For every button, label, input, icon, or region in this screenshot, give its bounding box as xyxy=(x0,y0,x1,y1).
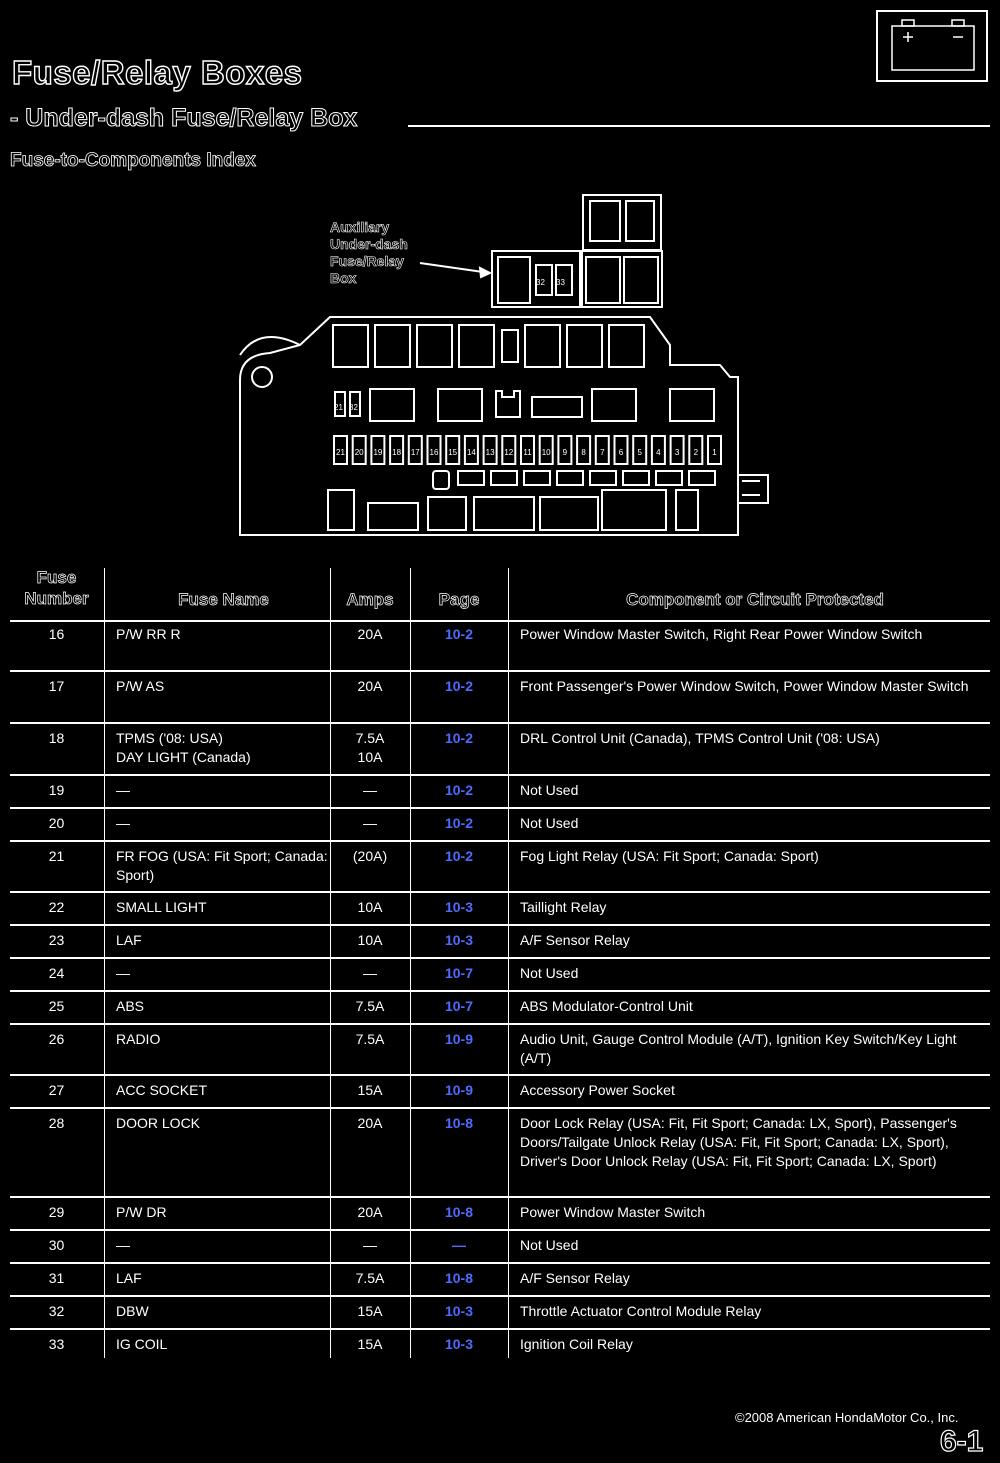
fuse-name-cell: ABS xyxy=(116,998,145,1014)
fuse-number-label: 14 xyxy=(466,448,476,457)
diode-slot xyxy=(590,471,616,485)
amps-cell: 20A xyxy=(357,678,383,694)
page-link[interactable]: 10-2 xyxy=(444,730,474,746)
component-cell: Power Window Master Switch xyxy=(520,1204,706,1220)
amps-cell: 10A xyxy=(357,932,383,948)
page-link[interactable]: 10-2 xyxy=(444,782,474,798)
page-link[interactable]: 10-2 xyxy=(444,626,474,642)
fuse-number-cell: 29 xyxy=(48,1204,65,1220)
index-title: Fuse-to-Components Index xyxy=(10,150,256,171)
header-fuse-name: Fuse Name xyxy=(178,590,269,609)
amps-cell: 7.5A xyxy=(355,1270,385,1286)
fuse-number-label: 21 xyxy=(336,448,345,457)
fuse-number-label: 13 xyxy=(485,448,495,457)
fuse-number-label: 3 xyxy=(674,448,680,457)
fuse-number-label: 11 xyxy=(523,448,532,457)
component-cell: A/F Sensor Relay xyxy=(520,932,630,948)
page-link[interactable]: 10-9 xyxy=(444,1082,474,1098)
row-divider xyxy=(10,807,990,809)
component-cell: A/F Sensor Relay xyxy=(520,1270,630,1286)
aux-fuse-label: 33 xyxy=(556,278,565,287)
page-link[interactable]: — xyxy=(452,1237,466,1253)
row-divider xyxy=(10,1023,990,1025)
diode-slot xyxy=(458,471,484,485)
component-cell: Front Passenger's Power Window Switch, Power Window Master Switch xyxy=(520,678,969,694)
fuse-number-cell: 33 xyxy=(48,1336,65,1352)
amps-cell: 7.5A xyxy=(355,998,385,1014)
fuse-number-cell: 26 xyxy=(48,1031,65,1047)
fuse-number-label: 4 xyxy=(656,448,661,457)
row-divider xyxy=(10,1328,990,1330)
fuse-number-label: 19 xyxy=(373,448,383,457)
component-cell: Not Used xyxy=(520,1237,579,1253)
fuse-name-cell: — xyxy=(116,815,130,831)
fuse-number-cell: 30 xyxy=(48,1237,65,1253)
page-link[interactable]: 10-8 xyxy=(444,1204,474,1220)
fuse-number-cell: 22 xyxy=(48,899,65,915)
fuse-name-cell: P/W RR R xyxy=(116,626,181,642)
diode-slot xyxy=(689,471,715,485)
header-amps: Amps xyxy=(346,590,394,609)
component-cell: DRL Control Unit (Canada), TPMS Control Unit ('08: USA) xyxy=(520,730,880,746)
amps-cell: 15A xyxy=(357,1303,383,1319)
component-cell: Accessory Power Socket xyxy=(520,1082,675,1098)
page-link[interactable]: 10-2 xyxy=(444,815,474,831)
amps-cell: 7.5A 10A xyxy=(355,730,385,765)
page-link[interactable]: 10-3 xyxy=(444,899,474,915)
fuse-number-cell: 28 xyxy=(48,1115,65,1131)
section-subtitle: - Under-dash Fuse/Relay Box xyxy=(10,104,358,132)
page-link[interactable]: 10-7 xyxy=(444,965,474,981)
fuse-number-label: 16 xyxy=(429,448,439,457)
page-link[interactable]: 10-2 xyxy=(444,848,474,864)
fuse-number-cell: 24 xyxy=(48,965,65,981)
fuse-name-cell: DBW xyxy=(116,1303,149,1319)
fuse-number-label: 18 xyxy=(392,448,402,457)
component-cell: Throttle Actuator Control Module Relay xyxy=(520,1303,762,1319)
diode-slot xyxy=(524,471,550,485)
component-cell: ABS Modulator-Control Unit xyxy=(520,998,693,1014)
fuse-number-label: 6 xyxy=(618,448,624,457)
component-cell: Ignition Coil Relay xyxy=(520,1336,633,1352)
page-title: Fuse/Relay Boxes xyxy=(12,54,303,91)
fuse-number-cell: 32 xyxy=(48,1303,65,1319)
fuse-number-cell: 18 xyxy=(48,730,65,746)
row-divider xyxy=(10,1262,990,1264)
component-cell: Door Lock Relay (USA: Fit, Fit Sport; Canada: LX, Sport), Passenger's Doors/Tailgate Unlock Relay (USA: Fit, Fit Sport; Canada: LX, Sport), Driver's Door Unlock Relay (USA: Fit, Fit Sport; Canada: LX, Sport) xyxy=(520,1115,957,1169)
amps-cell: 20A xyxy=(357,1204,383,1220)
fuse-number-label: 5 xyxy=(637,448,642,457)
amps-cell: 7.5A xyxy=(355,1031,385,1047)
page-link[interactable]: 10-8 xyxy=(444,1270,474,1286)
fuse-name-cell: SMALL LIGHT xyxy=(116,899,207,915)
fuse-name-cell: LAF xyxy=(116,932,142,948)
fuse-number-cell: 23 xyxy=(48,932,65,948)
diode-slot xyxy=(491,471,517,485)
fuse-name-cell: P/W DR xyxy=(116,1204,167,1220)
fuse-name-cell: DOOR LOCK xyxy=(116,1115,201,1131)
fuse-number-cell: 27 xyxy=(48,1082,65,1098)
row-divider xyxy=(10,620,990,622)
fuse-number-label: 9 xyxy=(562,448,568,457)
side-fuse-label: 21 xyxy=(334,403,343,412)
fuse-name-cell: IG COIL xyxy=(116,1336,168,1352)
fuse-name-cell: P/W AS xyxy=(116,678,165,694)
page-link[interactable]: 10-9 xyxy=(444,1031,474,1047)
table-header xyxy=(10,565,990,619)
row-divider xyxy=(10,774,990,776)
fuse-number-label: 1 xyxy=(712,448,717,457)
row-divider xyxy=(10,891,990,893)
row-divider xyxy=(10,840,990,842)
amps-cell: 10A xyxy=(357,899,383,915)
amps-cell: 20A xyxy=(357,626,383,642)
fuse-number-cell: 20 xyxy=(48,815,65,831)
header-page: Page xyxy=(438,590,480,609)
fuse-number-cell: 19 xyxy=(48,782,65,798)
row-divider xyxy=(10,924,990,926)
amps-cell: 15A xyxy=(357,1336,383,1352)
amps-cell: (20A) xyxy=(352,848,388,864)
diode-slot xyxy=(557,471,583,485)
row-divider xyxy=(10,1295,990,1297)
fuse-number-label: 7 xyxy=(600,448,605,457)
aux-box-callout: Auxiliary Under-dash Fuse/Relay Box xyxy=(330,219,408,286)
aux-fuse-label: 32 xyxy=(536,278,545,287)
fuse-number-label: 8 xyxy=(581,448,586,457)
amps-cell: — xyxy=(363,815,377,831)
page-link[interactable]: 10-3 xyxy=(444,932,474,948)
diode-slot xyxy=(623,471,649,485)
amps-cell: 20A xyxy=(357,1115,383,1131)
fuse-name-cell: — xyxy=(116,965,130,981)
row-divider xyxy=(10,1229,990,1231)
amps-cell: 15A xyxy=(357,1082,383,1098)
fuse-name-cell: RADIO xyxy=(116,1031,161,1047)
fuse-box-diagram xyxy=(230,185,790,555)
fuse-number-label: 12 xyxy=(504,448,514,457)
battery-section-icon xyxy=(876,10,988,82)
row-divider xyxy=(10,957,990,959)
component-cell: Power Window Master Switch, Right Rear Power Window Switch xyxy=(520,626,923,642)
component-cell: Taillight Relay xyxy=(520,899,607,915)
component-cell: Not Used xyxy=(520,815,579,831)
fuse-name-cell: — xyxy=(116,782,130,798)
fuse-name-cell: TPMS ('08: USA) DAY LIGHT (Canada) xyxy=(116,730,251,765)
component-cell: Not Used xyxy=(520,782,579,798)
component-cell: Audio Unit, Gauge Control Module (A/T), Ignition Key Switch/Key Light (A/T) xyxy=(520,1031,957,1066)
row-divider xyxy=(10,1196,990,1198)
header-fuse-number: Fuse Number xyxy=(24,568,89,608)
fuse-name-cell: ACC SOCKET xyxy=(116,1082,208,1098)
fuse-number-cell: 21 xyxy=(48,848,65,864)
amps-cell: — xyxy=(363,782,377,798)
row-divider xyxy=(10,1074,990,1076)
amps-cell: — xyxy=(363,965,377,981)
column-divider xyxy=(508,568,509,1358)
fuse-number-label: 20 xyxy=(354,448,364,457)
page-link[interactable]: 10-3 xyxy=(444,1303,474,1319)
side-fuse-label: 32 xyxy=(349,403,358,412)
component-cell: Not Used xyxy=(520,965,579,981)
row-divider xyxy=(10,722,990,724)
fuse-number-label: 15 xyxy=(448,448,458,457)
copyright: ©2008 American HondaMotor Co., Inc. xyxy=(735,1410,959,1425)
fuse-number-cell: 17 xyxy=(48,678,65,694)
page-link[interactable]: 10-7 xyxy=(444,998,474,1014)
row-divider xyxy=(10,1107,990,1109)
diode-slot xyxy=(656,471,682,485)
page-link[interactable]: 10-8 xyxy=(444,1115,474,1131)
page-link[interactable]: 10-2 xyxy=(444,678,474,694)
fuse-number-cell: 31 xyxy=(48,1270,65,1286)
battery-icon xyxy=(878,12,986,80)
page-link[interactable]: 10-3 xyxy=(444,1336,474,1352)
fuse-name-cell: FR FOG (USA: Fit Sport; Canada: Sport) xyxy=(116,848,328,883)
row-divider xyxy=(10,670,990,672)
fuse-number-cell: 25 xyxy=(48,998,65,1014)
fuse-number-label: 10 xyxy=(541,448,551,457)
column-divider xyxy=(104,568,105,1358)
fuse-name-cell: LAF xyxy=(116,1270,142,1286)
component-cell: Fog Light Relay (USA: Fit Sport; Canada: Sport) xyxy=(520,848,819,864)
fuse-number-label: 17 xyxy=(410,448,420,457)
fuse-number-label: 2 xyxy=(693,448,699,457)
amps-cell: — xyxy=(363,1237,377,1253)
page-number: 6-1 xyxy=(940,1425,984,1458)
row-divider xyxy=(10,990,990,992)
header-component: Component or Circuit Protected xyxy=(626,590,884,609)
subtitle-rule xyxy=(408,125,990,127)
fuse-number-cell: 16 xyxy=(48,626,65,642)
fuse-name-cell: — xyxy=(116,1237,130,1253)
